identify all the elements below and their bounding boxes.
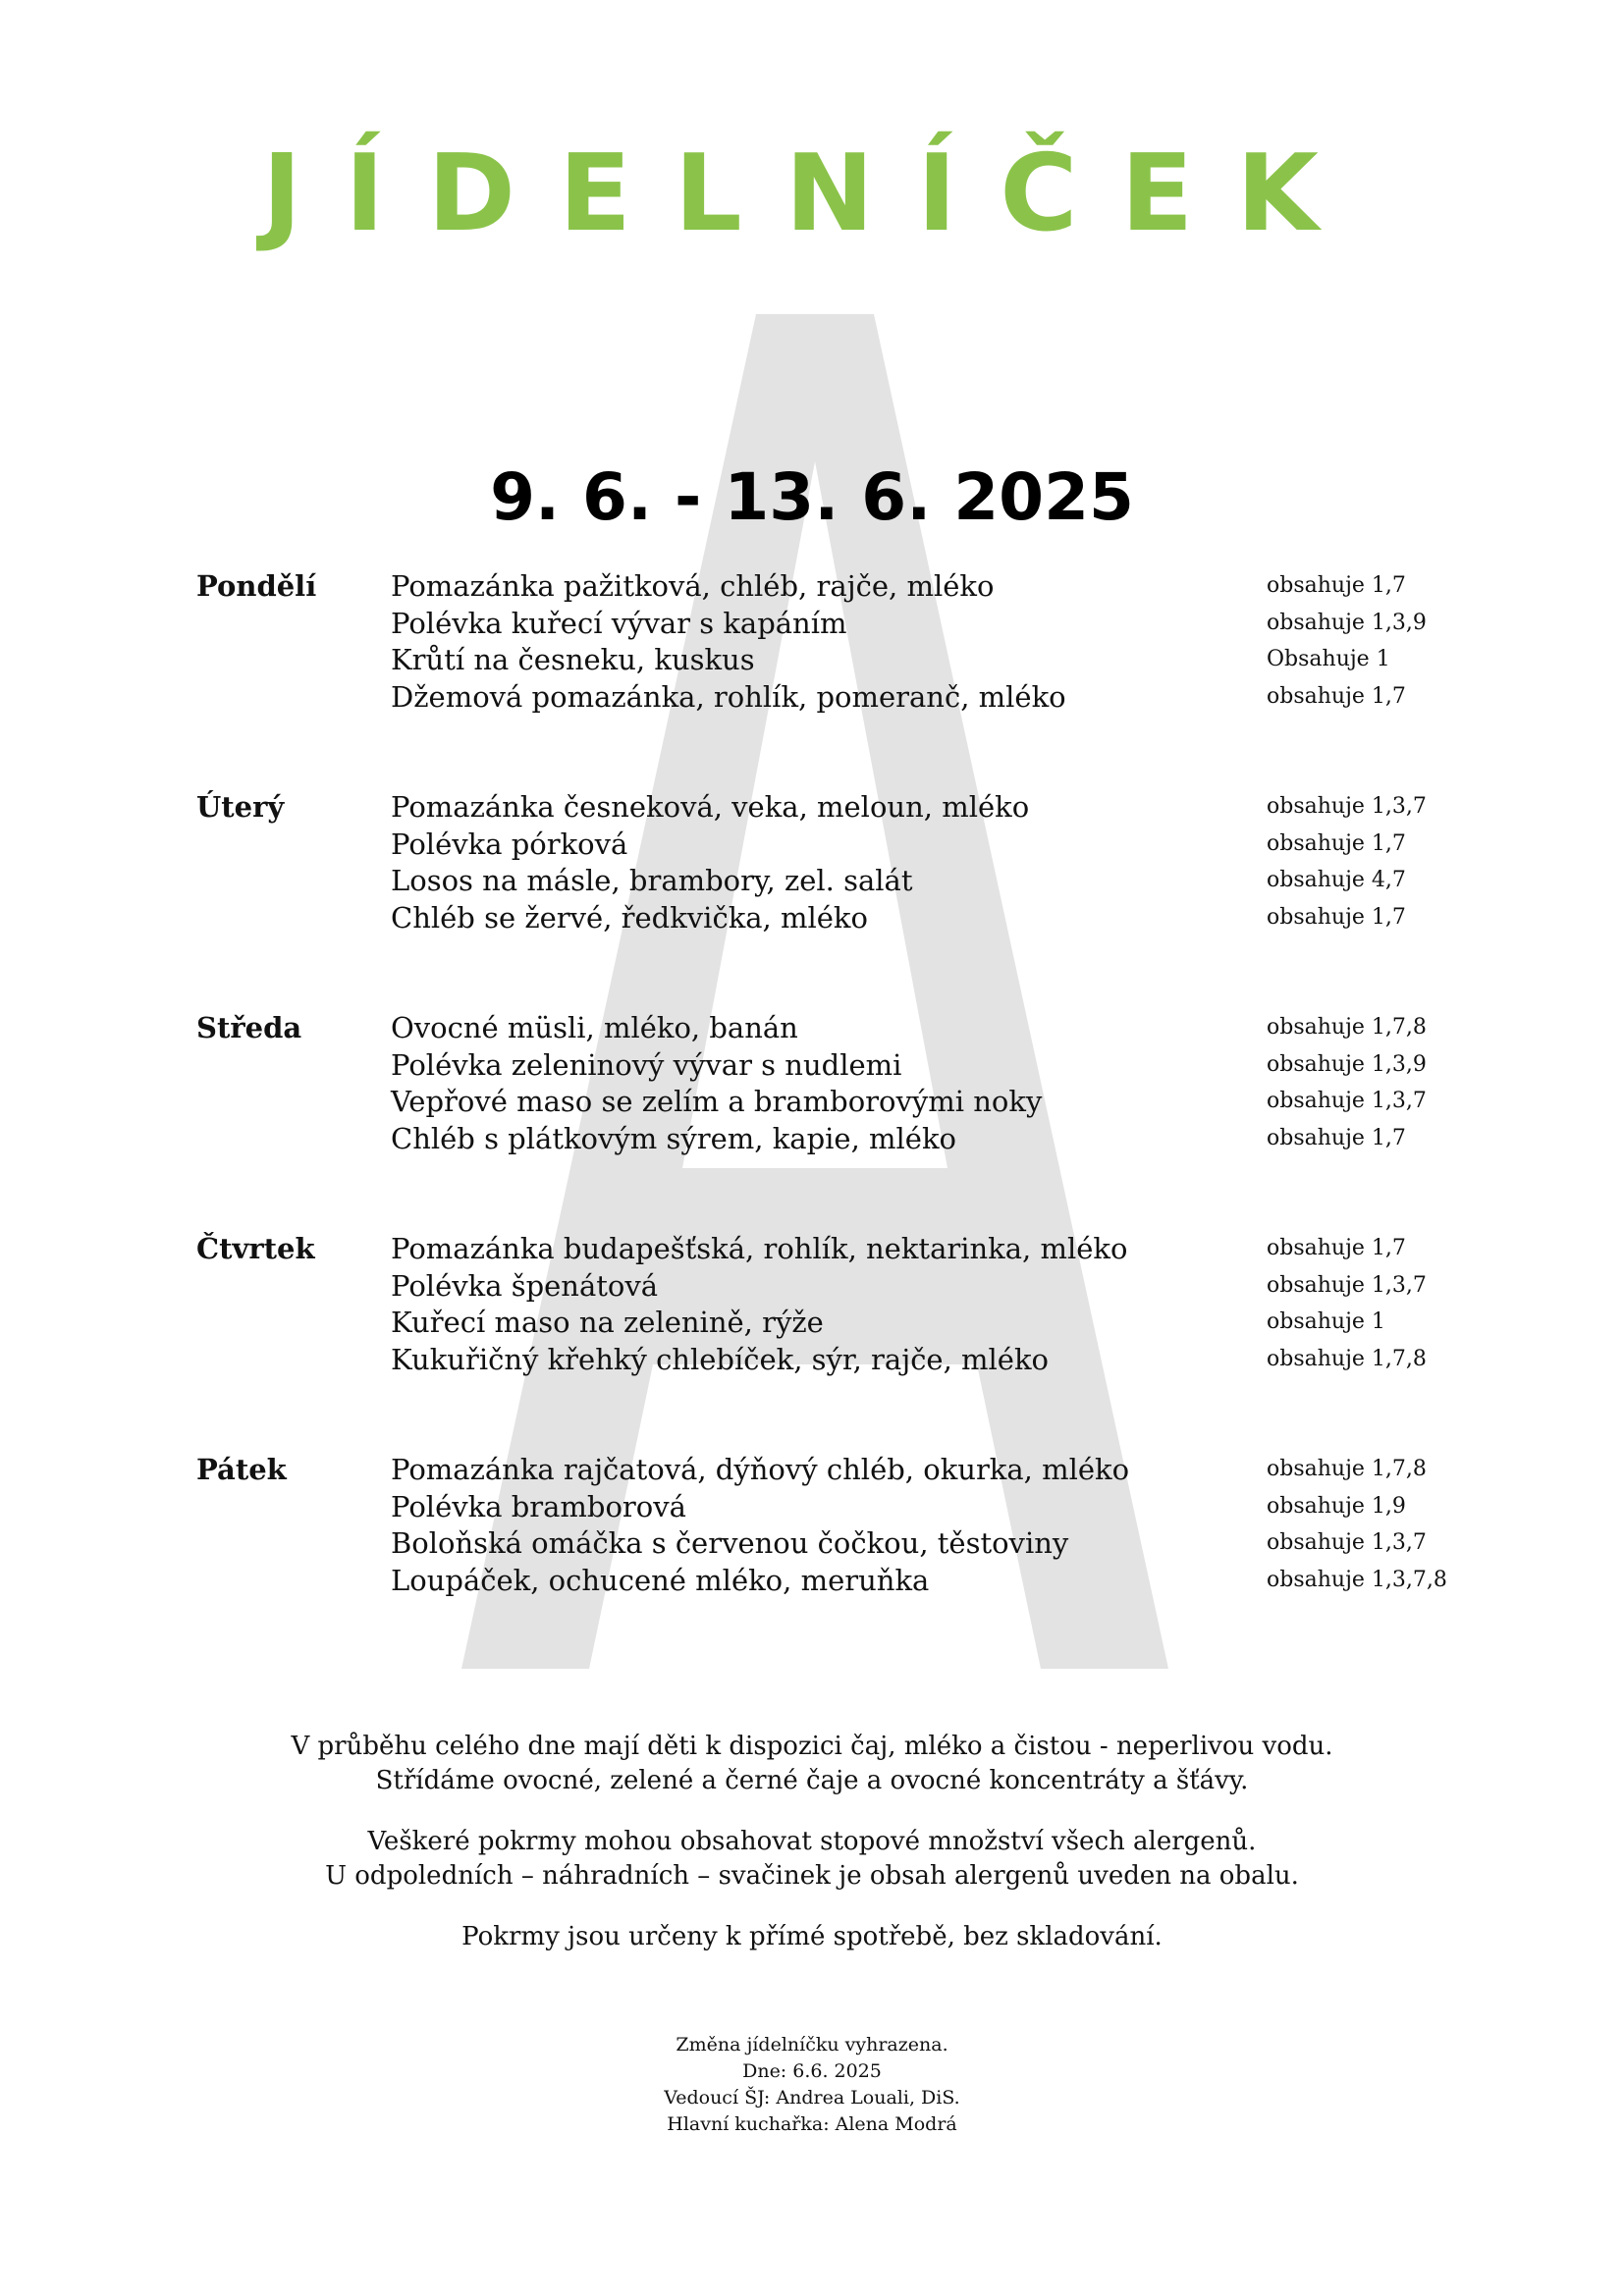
allergen-info: obsahuje 1,7 <box>1267 830 1406 856</box>
allergen-info: obsahuje 1,3,7 <box>1267 1530 1427 1555</box>
allergen-info: obsahuje 1,7,8 <box>1267 1015 1427 1040</box>
page-title: JÍDELNÍČEK <box>262 133 1362 255</box>
allergen-info: obsahuje 1,7,8 <box>1267 1457 1427 1481</box>
allergen-info: obsahuje 1,7 <box>1267 1236 1406 1260</box>
allergen-info: obsahuje 1,3,9 <box>1267 610 1427 635</box>
dish-name: Polévka špenátová <box>391 1268 659 1303</box>
allergen-info: obsahuje 1,3,9 <box>1267 1051 1427 1077</box>
meal-row <box>0 1122 1624 1159</box>
dish-name: Pomazánka pažitková, chléb, rajče, mléko <box>391 569 995 603</box>
meal-row <box>0 680 1624 718</box>
week-date-range: 9. 6. - 13. 6. 2025 <box>490 459 1134 535</box>
day-name: Pátek <box>196 1453 287 1486</box>
meal-row <box>0 1011 1624 1048</box>
allergen-info: obsahuje 1,7 <box>1267 683 1406 709</box>
dish-name: Vepřové maso se zelím a bramborovými noky <box>391 1085 1043 1118</box>
allergen-info: obsahuje 1,3,7 <box>1267 1089 1427 1113</box>
meal-row <box>0 1343 1624 1380</box>
allergen-info: obsahuje 1,3,7 <box>1267 794 1427 819</box>
allergen-info: obsahuje 1,9 <box>1267 1493 1406 1519</box>
allergen-info: obsahuje 1,3,7,8 <box>1267 1567 1447 1592</box>
allergen-note-line-1: Veškeré pokrmy mohou obsahovat stopové množství všech alergenů. <box>367 1827 1257 1856</box>
change-notice: Změna jídelníčku vyhrazena. <box>676 2034 948 2056</box>
meal-row <box>0 607 1624 644</box>
dish-name: Kukuřičný křehký chlebíček, sýr, rajče, mléko <box>391 1342 1050 1376</box>
dish-name: Chléb se žervé, ředkvička, mléko <box>391 900 868 934</box>
meal-row <box>0 643 1624 680</box>
allergen-info: obsahuje 1,7 <box>1267 904 1406 930</box>
dish-name: Džemová pomazánka, rohlík, pomeranč, mléko <box>391 679 1066 714</box>
dish-name: Polévka pórková <box>391 827 628 861</box>
meal-row <box>0 1232 1624 1269</box>
dish-name: Pomazánka budapešťská, rohlík, nektarinka, mléko <box>391 1232 1128 1265</box>
meal-row <box>0 1269 1624 1307</box>
allergen-info: obsahuje 1,3,7 <box>1267 1272 1427 1298</box>
footer <box>0 2032 1624 2138</box>
dish-name: Losos na másle, brambory, zel. salát <box>391 864 913 897</box>
meal-row <box>0 901 1624 938</box>
allergen-info: obsahuje 1 <box>1267 1309 1385 1334</box>
day-name: Pondělí <box>196 569 317 603</box>
allergen-info: obsahuje 1,7 <box>1267 1125 1406 1150</box>
meal-row <box>0 1453 1624 1490</box>
dish-name: Boloňská omáčka s červenou čočkou, těstoviny <box>391 1526 1069 1560</box>
meal-row <box>0 1085 1624 1122</box>
dish-name: Pomazánka rajčatová, dýňový chléb, okurka, mléko <box>391 1453 1130 1486</box>
dish-name: Polévka zeleninový vývar s nudlemi <box>391 1047 902 1082</box>
dish-name: Ovocné müsli, mléko, banán <box>391 1011 798 1044</box>
drinks-note-line-1: V průběhu celého dne mají děti k dispozici čaj, mléko a čistou - neperlivou vodu. <box>291 1732 1333 1761</box>
meal-row <box>0 828 1624 865</box>
allergen-note-line-2: U odpoledních – náhradních – svačinek je obsah alergenů uveden na obalu. <box>325 1861 1299 1891</box>
meal-row <box>0 1490 1624 1527</box>
meal-row <box>0 1526 1624 1564</box>
notes <box>0 1730 1624 1981</box>
dish-name: Polévka kuřecí vývar s kapáním <box>391 606 847 640</box>
day-name: Čtvrtek <box>196 1232 315 1265</box>
dish-name: Chléb s plátkovým sýrem, kapie, mléko <box>391 1121 956 1155</box>
allergen-info: obsahuje 1,7,8 <box>1267 1346 1427 1371</box>
meal-row <box>0 569 1624 607</box>
meal-row <box>0 864 1624 901</box>
dish-name: Pomazánka česneková, veka, meloun, mléko <box>391 790 1030 824</box>
allergen-info: Obsahuje 1 <box>1267 647 1390 671</box>
dish-name: Polévka bramborová <box>391 1489 686 1523</box>
day-name: Úterý <box>196 790 285 824</box>
canteen-manager: Vedoucí ŠJ: Andrea Louali, DiS. <box>664 2087 960 2109</box>
dish-name: Loupáček, ochucené mléko, meruňka <box>391 1563 930 1597</box>
drinks-note-line-2: Střídáme ovocné, zelené a černé čaje a ovocné koncentráty a šťávy. <box>375 1766 1249 1795</box>
dish-name: Krůtí na česneku, kuskus <box>391 643 755 676</box>
meal-row <box>0 1564 1624 1601</box>
head-cook: Hlavní kuchařka: Alena Modrá <box>667 2113 957 2135</box>
meal-row <box>0 790 1624 828</box>
allergen-info: obsahuje 4,7 <box>1267 868 1406 892</box>
allergen-info: obsahuje 1,7 <box>1267 573 1406 598</box>
meal-row <box>0 1306 1624 1343</box>
consumption-note: Pokrmy jsou určeny k přímé spotřebě, bez skladování. <box>461 1922 1163 1951</box>
day-name: Středa <box>196 1011 302 1044</box>
meal-row <box>0 1048 1624 1086</box>
dish-name: Kuřecí maso na zelenině, rýže <box>391 1306 824 1339</box>
issue-date: Dne: 6.6. 2025 <box>742 2060 882 2082</box>
